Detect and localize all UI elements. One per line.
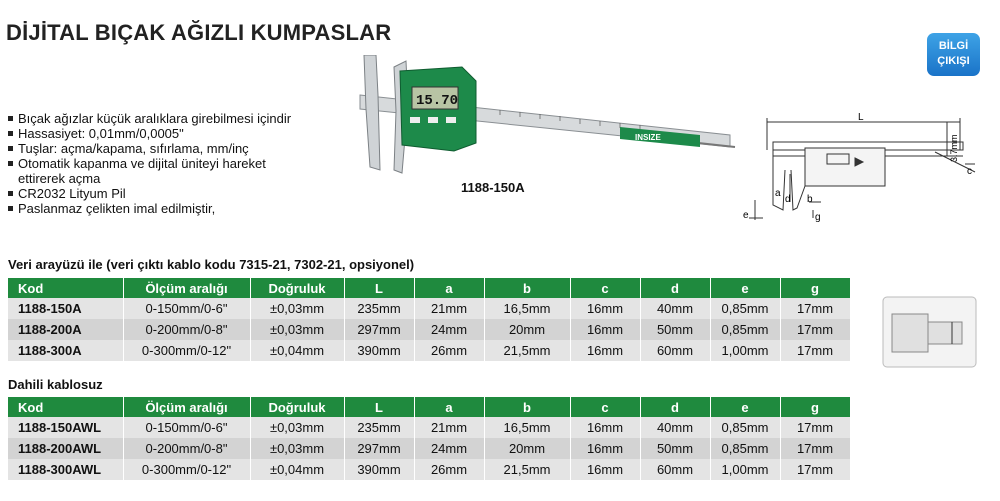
table-cell: 1188-300AWL — [8, 459, 123, 480]
table-cell: 17mm — [780, 438, 850, 459]
column-header: b — [484, 278, 570, 298]
feature-item: Tuşlar: açma/kapama, sıfırlama, mm/inç — [8, 141, 291, 156]
feature-list — [8, 111, 291, 216]
table-cell: 0,85mm — [710, 298, 780, 319]
feature-item: Hassasiyet: 0,01mm/0,0005" — [8, 126, 291, 141]
column-header: Kod — [8, 278, 123, 298]
jaw-cross-section-drawing — [882, 296, 977, 368]
table-cell: 1,00mm — [710, 459, 780, 480]
column-header: Ölçüm aralığı — [123, 397, 250, 417]
data-output-badge — [927, 33, 980, 76]
table-cell: 21,5mm — [484, 340, 570, 361]
table-cell: 17mm — [780, 459, 850, 480]
table-cell: 17mm — [780, 340, 850, 361]
brand-label: INSIZE — [635, 133, 661, 142]
spec-table-data-interface — [8, 278, 851, 361]
table-cell: 16mm — [570, 340, 640, 361]
column-header: Doğruluk — [250, 278, 344, 298]
table-cell: 0,85mm — [710, 417, 780, 438]
badge-line-2: ÇIKIŞI — [937, 55, 970, 67]
table-header-row — [8, 278, 850, 298]
feature-item: Bıçak ağızlar küçük aralıklara girebilmesi içindir — [8, 111, 291, 126]
column-header: e — [710, 397, 780, 417]
table-cell: 17mm — [780, 298, 850, 319]
table-row — [8, 438, 850, 459]
table-row — [8, 298, 850, 319]
section-label-data-interface: Veri arayüzü ile (veri çıktı kablo kodu 7315-21, 7302-21, opsiyonel) — [8, 257, 415, 272]
table-cell: 0-200mm/0-8" — [123, 438, 250, 459]
table-header-row — [8, 397, 850, 417]
feature-item: CR2032 Lityum Pil — [8, 186, 291, 201]
table-cell: 26mm — [414, 340, 484, 361]
column-header: L — [344, 397, 414, 417]
table-cell: 0-300mm/0-12" — [123, 459, 250, 480]
table-cell: 297mm — [344, 438, 414, 459]
table-cell: 1188-300A — [8, 340, 123, 361]
table-cell: 0-300mm/0-12" — [123, 340, 250, 361]
table-cell: ±0,04mm — [250, 459, 344, 480]
column-header: d — [640, 278, 710, 298]
table-cell: 60mm — [640, 459, 710, 480]
table-cell: 40mm — [640, 298, 710, 319]
table-cell: 16mm — [570, 417, 640, 438]
table-cell: 390mm — [344, 459, 414, 480]
drawing-label-e: e — [743, 210, 749, 221]
feature-item: Otomatik kapanma ve dijital üniteyi hareket ettirerek açma — [8, 156, 268, 186]
table-cell: 1188-200A — [8, 319, 123, 340]
table-cell: 16mm — [570, 298, 640, 319]
drawing-label-g: g — [815, 212, 821, 223]
table-cell: ±0,03mm — [250, 438, 344, 459]
column-header: Ölçüm aralığı — [123, 278, 250, 298]
drawing-label-d: d — [785, 194, 791, 205]
table-cell: 1188-150A — [8, 298, 123, 319]
column-header: a — [414, 278, 484, 298]
table-cell: 20mm — [484, 319, 570, 340]
spec-table-wireless — [8, 397, 851, 480]
table-cell: 50mm — [640, 319, 710, 340]
table-cell: 16mm — [570, 459, 640, 480]
drawing-label-a: a — [775, 188, 781, 199]
column-header: b — [484, 397, 570, 417]
drawing-label-c: c — [967, 166, 972, 177]
table-cell: 40mm — [640, 417, 710, 438]
column-header: Kod — [8, 397, 123, 417]
table-cell: 235mm — [344, 298, 414, 319]
table-cell: 16,5mm — [484, 298, 570, 319]
drawing-label-b: b — [807, 194, 813, 205]
table-cell: 21mm — [414, 298, 484, 319]
page-title: DİJİTAL BIÇAK AĞIZLI KUMPASLAR — [6, 20, 392, 45]
table-cell: 50mm — [640, 438, 710, 459]
table-cell: 20mm — [484, 438, 570, 459]
table-cell: 26mm — [414, 459, 484, 480]
table-cell: ±0,04mm — [250, 340, 344, 361]
table-cell: 21,5mm — [484, 459, 570, 480]
table-cell: 24mm — [414, 319, 484, 340]
table-cell: ±0,03mm — [250, 298, 344, 319]
column-header: a — [414, 397, 484, 417]
table-cell: 21mm — [414, 417, 484, 438]
table-cell: 0-200mm/0-8" — [123, 319, 250, 340]
table-cell: 390mm — [344, 340, 414, 361]
table-cell: 297mm — [344, 319, 414, 340]
column-header: c — [570, 397, 640, 417]
column-header: g — [780, 278, 850, 298]
table-cell: 24mm — [414, 438, 484, 459]
table-cell: 0-150mm/0-6" — [123, 298, 250, 319]
badge-line-1: BİLGİ — [938, 40, 969, 52]
column-header: d — [640, 397, 710, 417]
table-cell: 16mm — [570, 319, 640, 340]
display-reading: 15.70 — [416, 93, 459, 109]
table-cell: 0,85mm — [710, 319, 780, 340]
table-cell: ±0,03mm — [250, 319, 344, 340]
table-row — [8, 319, 850, 340]
column-header: e — [710, 278, 780, 298]
caliper-product-image — [350, 55, 740, 180]
section-label-wireless: Dahili kablosuz — [8, 377, 103, 392]
table-cell: 0-150mm/0-6" — [123, 417, 250, 438]
column-header: Doğruluk — [250, 397, 344, 417]
column-header: g — [780, 397, 850, 417]
table-cell: 0,85mm — [710, 438, 780, 459]
table-cell: 16,5mm — [484, 417, 570, 438]
table-cell: 1,00mm — [710, 340, 780, 361]
table-cell: 17mm — [780, 417, 850, 438]
table-cell: 1188-150AWL — [8, 417, 123, 438]
table-row — [8, 340, 850, 361]
table-cell: 60mm — [640, 340, 710, 361]
table-cell: ±0,03mm — [250, 417, 344, 438]
drawing-label-L: L — [858, 112, 864, 123]
column-header: L — [344, 278, 414, 298]
table-cell: 235mm — [344, 417, 414, 438]
column-header: c — [570, 278, 640, 298]
table-row — [8, 459, 850, 480]
table-cell: 1188-200AWL — [8, 438, 123, 459]
drawing-label-h: 3.7mm — [949, 134, 959, 162]
table-cell: 16mm — [570, 438, 640, 459]
table-row — [8, 417, 850, 438]
model-caption: 1188-150A — [461, 180, 525, 195]
table-cell: 17mm — [780, 319, 850, 340]
feature-item: Paslanmaz çelikten imal edilmiştir, — [8, 201, 291, 216]
technical-drawing — [735, 110, 980, 235]
